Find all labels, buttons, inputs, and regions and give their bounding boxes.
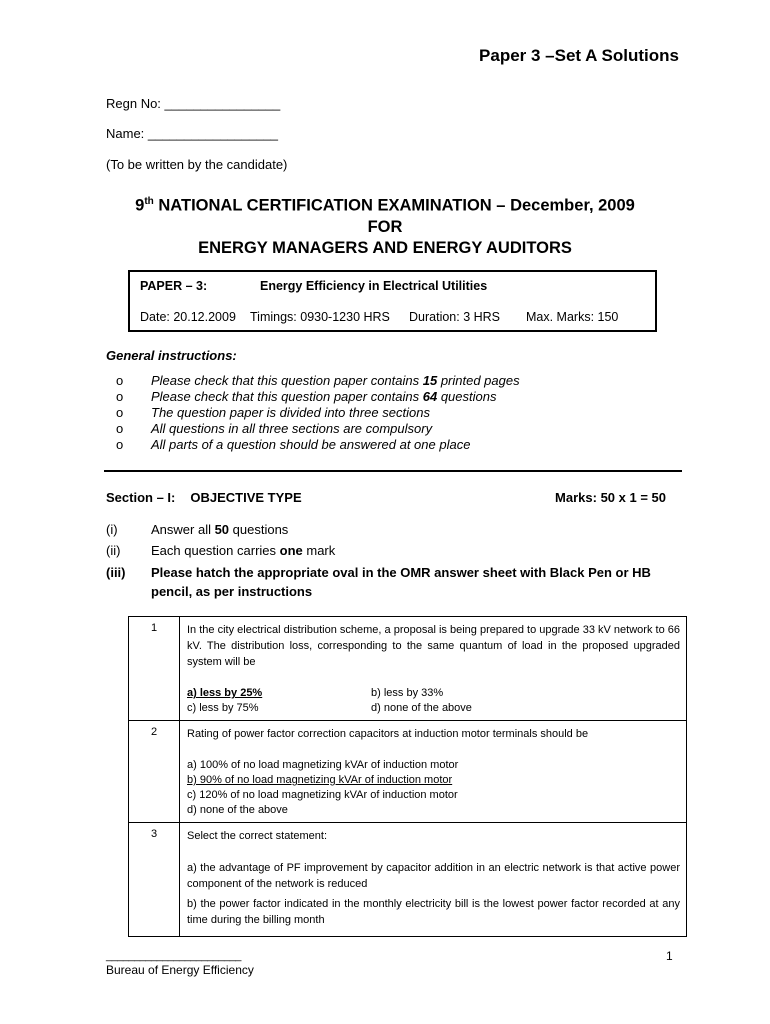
instruction-item bbox=[116, 405, 520, 421]
questions-table bbox=[128, 616, 687, 937]
option: c) less by 75% bbox=[187, 702, 259, 714]
exam-duration: Duration: 3 HRS bbox=[409, 310, 501, 324]
question-number: 1 bbox=[129, 617, 180, 721]
option: c) 120% of no load magnetizing kVAr of induction motor bbox=[187, 789, 458, 801]
exam-date: Date: 20.12.2009 bbox=[140, 310, 236, 324]
instruction-text: printed pages bbox=[437, 373, 520, 388]
exam-title: NATIONAL CERTIFICATION EXAMINATION – December, 2009 bbox=[153, 196, 635, 215]
instruction-number: (ii) bbox=[106, 543, 121, 558]
option-correct-text: b) 90% of no load magnetizing kVAr of induction motor bbox=[187, 774, 453, 786]
name-field: Name: __________________ bbox=[106, 126, 279, 141]
section-type: OBJECTIVE TYPE bbox=[190, 490, 302, 505]
bullet: o bbox=[116, 437, 124, 452]
exam-timings: Timings: 0930-1230 HRS bbox=[250, 310, 390, 324]
candidate-note: (To be written by the candidate) bbox=[106, 157, 288, 172]
question-row bbox=[129, 721, 687, 823]
footer-rule: ________________________ bbox=[106, 950, 241, 962]
question-text: In the city electrical distribution scheme, a proposal is being prepared to upgrade 33 kV network to 66 kV. The distribution loss, corresponding to the same quantum of load in the proposed upgraded system will be bbox=[187, 624, 680, 668]
question-row bbox=[129, 823, 687, 937]
question-number: 3 bbox=[129, 823, 180, 937]
instruction-item bbox=[116, 389, 520, 405]
instruction-text-part: questions bbox=[229, 522, 289, 537]
instruction-emphasis: 64 bbox=[422, 389, 438, 404]
exam-for-line: FOR bbox=[367, 217, 403, 236]
instruction-text: The question paper is divided into three sections bbox=[151, 405, 430, 420]
document-title: Paper 3 –Set A Solutions bbox=[479, 46, 679, 65]
question-cell bbox=[180, 617, 687, 721]
option-row bbox=[187, 701, 680, 716]
instruction-text-part: Each question carries bbox=[151, 543, 280, 558]
exam-ordinal-suffix: th bbox=[144, 196, 154, 207]
question-text: Rating of power factor correction capacitors at induction motor terminals should be bbox=[187, 728, 589, 740]
general-instructions-list bbox=[116, 373, 520, 453]
instruction-text: Please check that this question paper contains bbox=[151, 373, 423, 388]
instruction-number: (i) bbox=[106, 522, 118, 537]
section-heading bbox=[106, 490, 302, 505]
question-text: Select the correct statement: bbox=[187, 830, 328, 842]
paper-label: PAPER – 3: bbox=[140, 279, 208, 293]
option-correct bbox=[187, 773, 680, 788]
regn-no-field: Regn No: ________________ bbox=[106, 96, 281, 111]
section-divider bbox=[104, 470, 682, 472]
option: d) none of the above bbox=[371, 702, 472, 714]
section-marks: Marks: 50 x 1 = 50 bbox=[555, 490, 666, 505]
instruction-text bbox=[151, 522, 681, 537]
instruction-item bbox=[116, 373, 520, 389]
option: a) 100% of no load magnetizing kVAr of induction motor bbox=[187, 759, 459, 771]
instruction-item bbox=[116, 421, 520, 437]
exam-ordinal: 9 bbox=[135, 196, 145, 215]
instruction-emphasis: one bbox=[279, 543, 303, 558]
instruction-number: (iii) bbox=[106, 565, 126, 580]
exam-audience-line: ENERGY MANAGERS AND ENERGY AUDITORS bbox=[198, 238, 572, 257]
question-cell bbox=[180, 823, 687, 937]
option-row bbox=[187, 686, 680, 701]
option: d) none of the above bbox=[187, 804, 288, 816]
general-instructions-title: General instructions: bbox=[106, 348, 237, 363]
paper-title: Energy Efficiency in Electrical Utilities bbox=[260, 279, 488, 293]
instruction-text-part: mark bbox=[302, 543, 336, 558]
max-marks: Max. Marks: 150 bbox=[526, 310, 619, 324]
option-correct: a) less by 25% bbox=[187, 687, 263, 699]
option: b) the power factor indicated in the monthly electricity bill is the lowest power factor recorded at any time during the billing month bbox=[187, 898, 680, 926]
instruction-text bbox=[151, 543, 681, 558]
instruction-emphasis: 15 bbox=[422, 373, 438, 388]
footer-organization: Bureau of Energy Efficiency bbox=[106, 963, 254, 977]
bullet: o bbox=[116, 421, 124, 436]
question-cell bbox=[180, 721, 687, 823]
instruction-text: Please hatch the appropriate oval in the OMR answer sheet with Black Pen or HB pencil, as per instructions bbox=[151, 565, 651, 599]
instruction-text: Please check that this question paper contains bbox=[151, 389, 423, 404]
instruction-item bbox=[116, 437, 520, 453]
exam-heading bbox=[0, 191, 770, 259]
paper-info-box bbox=[128, 270, 657, 332]
question-row bbox=[129, 617, 687, 721]
page-number: 1 bbox=[666, 949, 673, 963]
instruction-text: All questions in all three sections are compulsory bbox=[151, 421, 433, 436]
section-label: Section – I: bbox=[106, 490, 176, 505]
bullet: o bbox=[116, 389, 124, 404]
option: a) the advantage of PF improvement by capacitor addition in an electric network is that active power component of the network is reduced bbox=[187, 862, 680, 890]
instruction-text-part: Answer all bbox=[151, 522, 215, 537]
instruction-emphasis: 50 bbox=[214, 522, 230, 537]
option: b) less by 33% bbox=[371, 687, 444, 699]
bullet: o bbox=[116, 373, 124, 388]
question-number: 2 bbox=[129, 721, 180, 823]
exam-title-line bbox=[0, 191, 770, 217]
instruction-text: questions bbox=[437, 389, 497, 404]
bullet: o bbox=[116, 405, 124, 420]
instruction-text: All parts of a question should be answered at one place bbox=[151, 437, 471, 452]
